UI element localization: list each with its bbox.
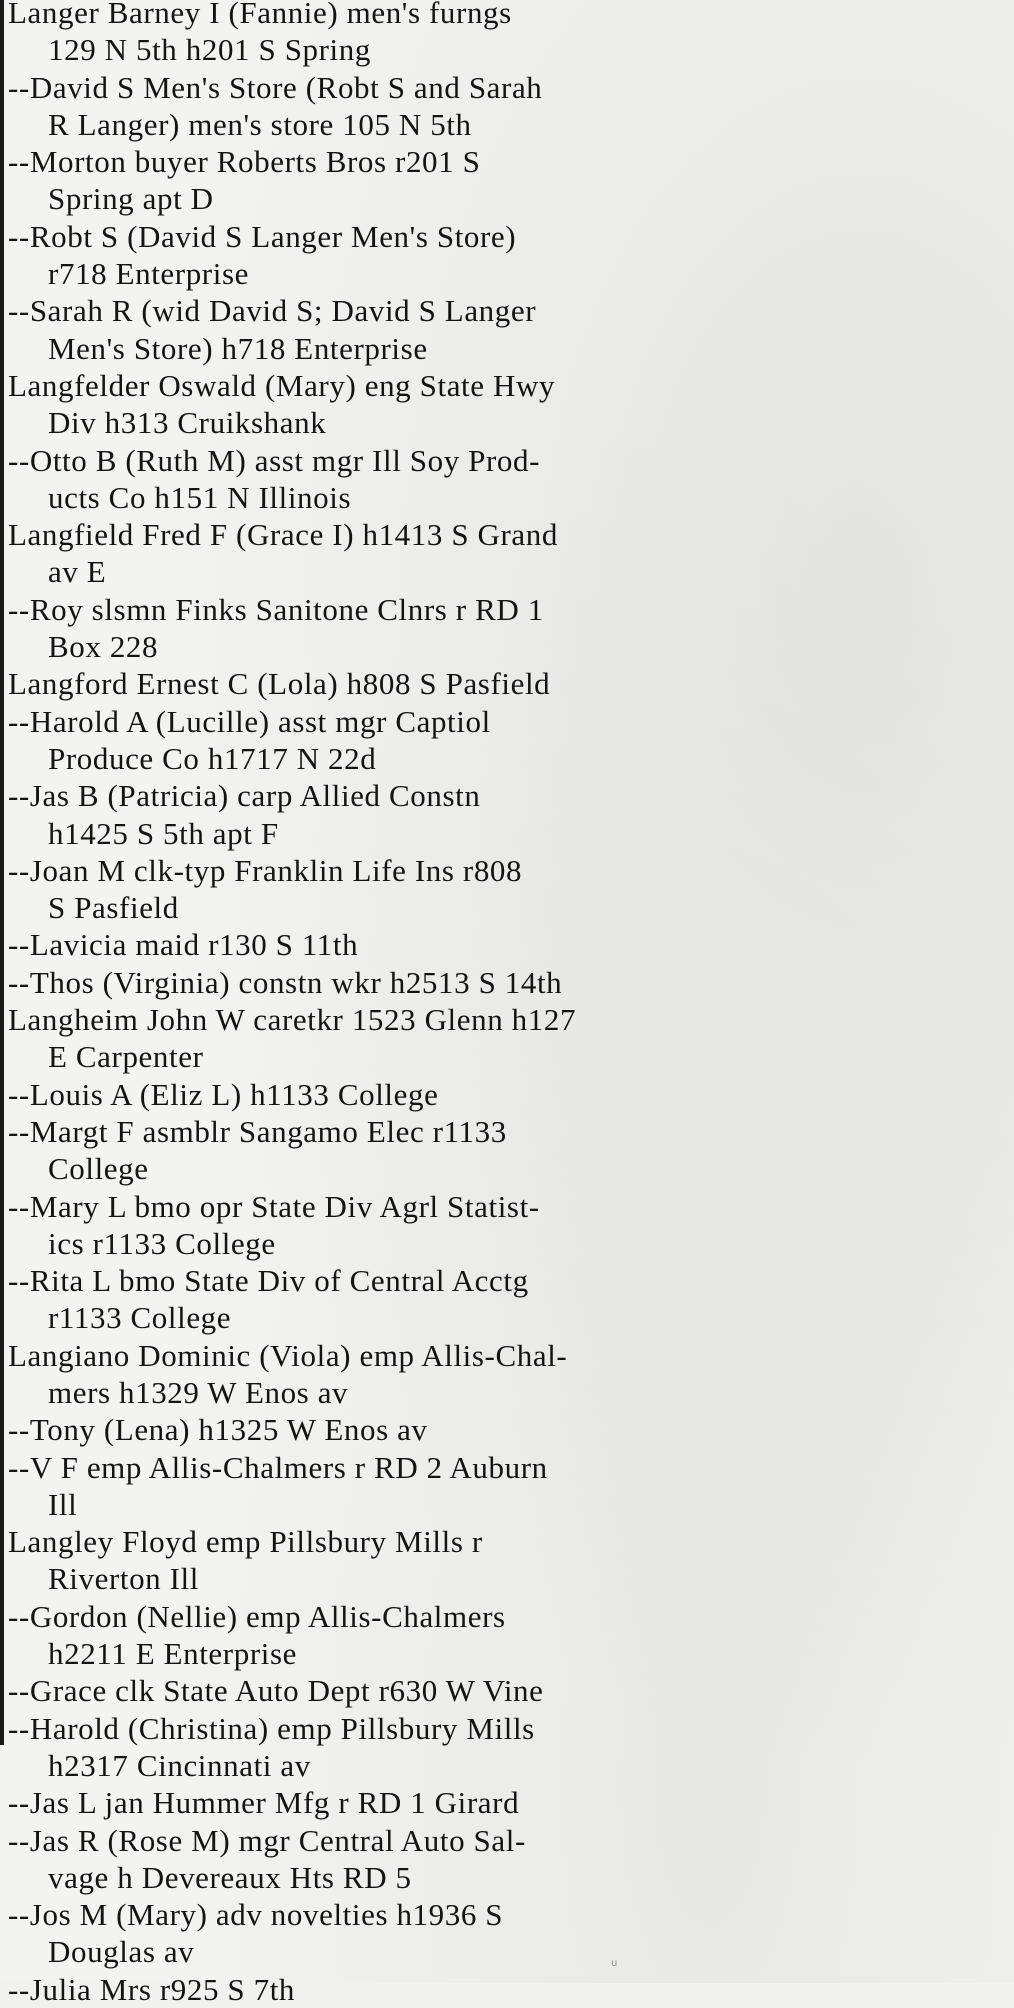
entry-continuation-line: av E xyxy=(48,554,107,590)
entry-continuation-line: Div h313 Cruikshank xyxy=(48,405,327,441)
entry-continuation-line: College xyxy=(48,1151,149,1187)
directory-entry xyxy=(0,292,708,367)
directory-entry xyxy=(0,777,708,852)
entry-continuation-line: r718 Enterprise xyxy=(48,256,249,292)
directory-entry xyxy=(0,1001,708,1076)
entry-continuation-line: h2211 E Enterprise xyxy=(48,1636,297,1672)
entry-continuation-line: vage h Devereaux Hts RD 5 xyxy=(48,1859,412,1895)
entry-first-line: --Jas L jan Hummer Mfg r RD 1 Girard xyxy=(8,1785,520,1821)
entry-first-line: --David S Men's Store (Robt S and Sarah xyxy=(8,69,543,105)
entry-first-line: --Sarah R (wid David S; David S Langer xyxy=(8,293,537,329)
directory-entry xyxy=(0,442,708,517)
directory-entry xyxy=(0,1411,708,1448)
directory-entry xyxy=(0,1337,708,1412)
entry-first-line: --Otto B (Ruth M) asst mgr Ill Soy Prod- xyxy=(8,442,541,478)
entry-first-line: --Thos (Virginia) constn wkr h2513 S 14th xyxy=(8,964,563,1000)
entry-first-line: --Tony (Lena) h1325 W Enos av xyxy=(8,1412,428,1448)
directory-entry xyxy=(0,1710,708,1785)
entry-continuation-line: Men's Store) h718 Enterprise xyxy=(48,330,428,366)
entry-first-line: --Julia Mrs r925 S 7th xyxy=(8,1971,296,2007)
entry-continuation-line: Produce Co h1717 N 22d xyxy=(48,740,377,776)
directory-entry xyxy=(0,1523,708,1598)
entry-first-line: --Grace clk State Auto Dept r630 W Vine xyxy=(8,1673,544,1709)
entry-continuation-line: Riverton Ill xyxy=(48,1561,199,1597)
directory-entry xyxy=(0,591,708,666)
directory-entry xyxy=(0,665,708,702)
entry-first-line: Langheim John W caretkr 1523 Glenn h127 xyxy=(8,1002,577,1038)
directory-entry xyxy=(0,926,708,963)
entry-first-line: Langfelder Oswald (Mary) eng State Hwy xyxy=(8,367,556,403)
entry-first-line: --Lavicia maid r130 S 11th xyxy=(8,927,359,963)
entry-first-line: --Harold A (Lucille) asst mgr Captiol xyxy=(8,703,491,739)
directory-entry xyxy=(0,1672,708,1709)
directory-entry xyxy=(0,1598,708,1673)
entry-first-line: --Gordon (Nellie) emp Allis-Chalmers xyxy=(8,1598,506,1634)
directory-entry xyxy=(0,1822,708,1897)
entry-continuation-line: ucts Co h151 N Illinois xyxy=(48,479,352,515)
directory-entry xyxy=(0,852,708,927)
directory-entry xyxy=(0,69,708,144)
entry-first-line: --Mary L bmo opr State Div Agrl Statist- xyxy=(8,1188,540,1224)
directory-entry xyxy=(0,1784,708,1821)
entry-continuation-line: R Langer) men's store 105 N 5th xyxy=(48,106,472,142)
entry-first-line: --Rita L bmo State Div of Central Acctg xyxy=(8,1263,529,1299)
entry-first-line: --Roy slsmn Finks Sanitone Clnrs r RD 1 xyxy=(8,591,544,627)
entry-first-line: --Robt S (David S Langer Men's Store) xyxy=(8,218,517,254)
entry-first-line: --Louis A (Eliz L) h1133 College xyxy=(8,1076,439,1112)
entry-continuation-line: 129 N 5th h201 S Spring xyxy=(48,32,371,68)
directory-entry xyxy=(0,367,708,442)
entry-first-line: Langford Ernest C (Lola) h808 S Pasfield xyxy=(8,666,551,702)
directory-entry xyxy=(0,218,708,293)
entry-continuation-line: ics r1133 College xyxy=(48,1225,276,1261)
entry-continuation-line: Douglas av xyxy=(48,1934,195,1970)
directory-entry xyxy=(0,1188,708,1263)
directory-entry xyxy=(0,143,708,218)
entry-first-line: Langiano Dominic (Viola) emp Allis-Chal- xyxy=(8,1337,568,1373)
directory-entry xyxy=(0,1076,708,1113)
entry-continuation-line: E Carpenter xyxy=(48,1039,204,1075)
entry-first-line: --Jos M (Mary) adv novelties h1936 S xyxy=(8,1897,504,1933)
entry-continuation-line: h2317 Cincinnati av xyxy=(48,1747,311,1783)
directory-entry xyxy=(0,1262,708,1337)
directory-entry xyxy=(0,1896,708,1971)
entry-continuation-line: r1133 College xyxy=(48,1300,232,1336)
directory-entry xyxy=(0,1113,708,1188)
entry-first-line: --Jas B (Patricia) carp Allied Constn xyxy=(8,778,481,814)
directory-entry xyxy=(0,1971,708,2008)
directory-entry xyxy=(0,1449,708,1524)
footer-mark: u xyxy=(611,1958,618,1969)
directory-entry xyxy=(0,964,708,1001)
entry-first-line: --Jas R (Rose M) mgr Central Auto Sal- xyxy=(8,1822,526,1858)
entry-first-line: --V F emp Allis-Chalmers r RD 2 Auburn xyxy=(8,1449,548,1485)
entry-continuation-line: Spring apt D xyxy=(48,181,214,217)
entry-continuation-line: Ill xyxy=(48,1486,78,1522)
entry-first-line: Langfield Fred F (Grace I) h1413 S Grand xyxy=(8,517,558,553)
entry-continuation-line: S Pasfield xyxy=(48,890,179,926)
entry-first-line: --Joan M clk-typ Franklin Life Ins r808 xyxy=(8,852,523,888)
entry-first-line: --Harold (Christina) emp Pillsbury Mills xyxy=(8,1710,535,1746)
entry-first-line: Langley Floyd emp Pillsbury Mills r xyxy=(8,1524,483,1560)
entry-continuation-line: mers h1329 W Enos av xyxy=(48,1374,349,1410)
directory-entry xyxy=(0,0,708,69)
entry-first-line: --Morton buyer Roberts Bros r201 S xyxy=(8,144,481,180)
entry-first-line: --Margt F asmblr Sangamo Elec r1133 xyxy=(8,1113,507,1149)
entry-continuation-line: Box 228 xyxy=(48,629,159,665)
directory-entry xyxy=(0,516,708,591)
entry-first-line: Langer Barney I (Fannie) men's furngs xyxy=(8,0,512,30)
directory-entry xyxy=(0,703,708,778)
entry-continuation-line: h1425 S 5th apt F xyxy=(48,815,279,851)
